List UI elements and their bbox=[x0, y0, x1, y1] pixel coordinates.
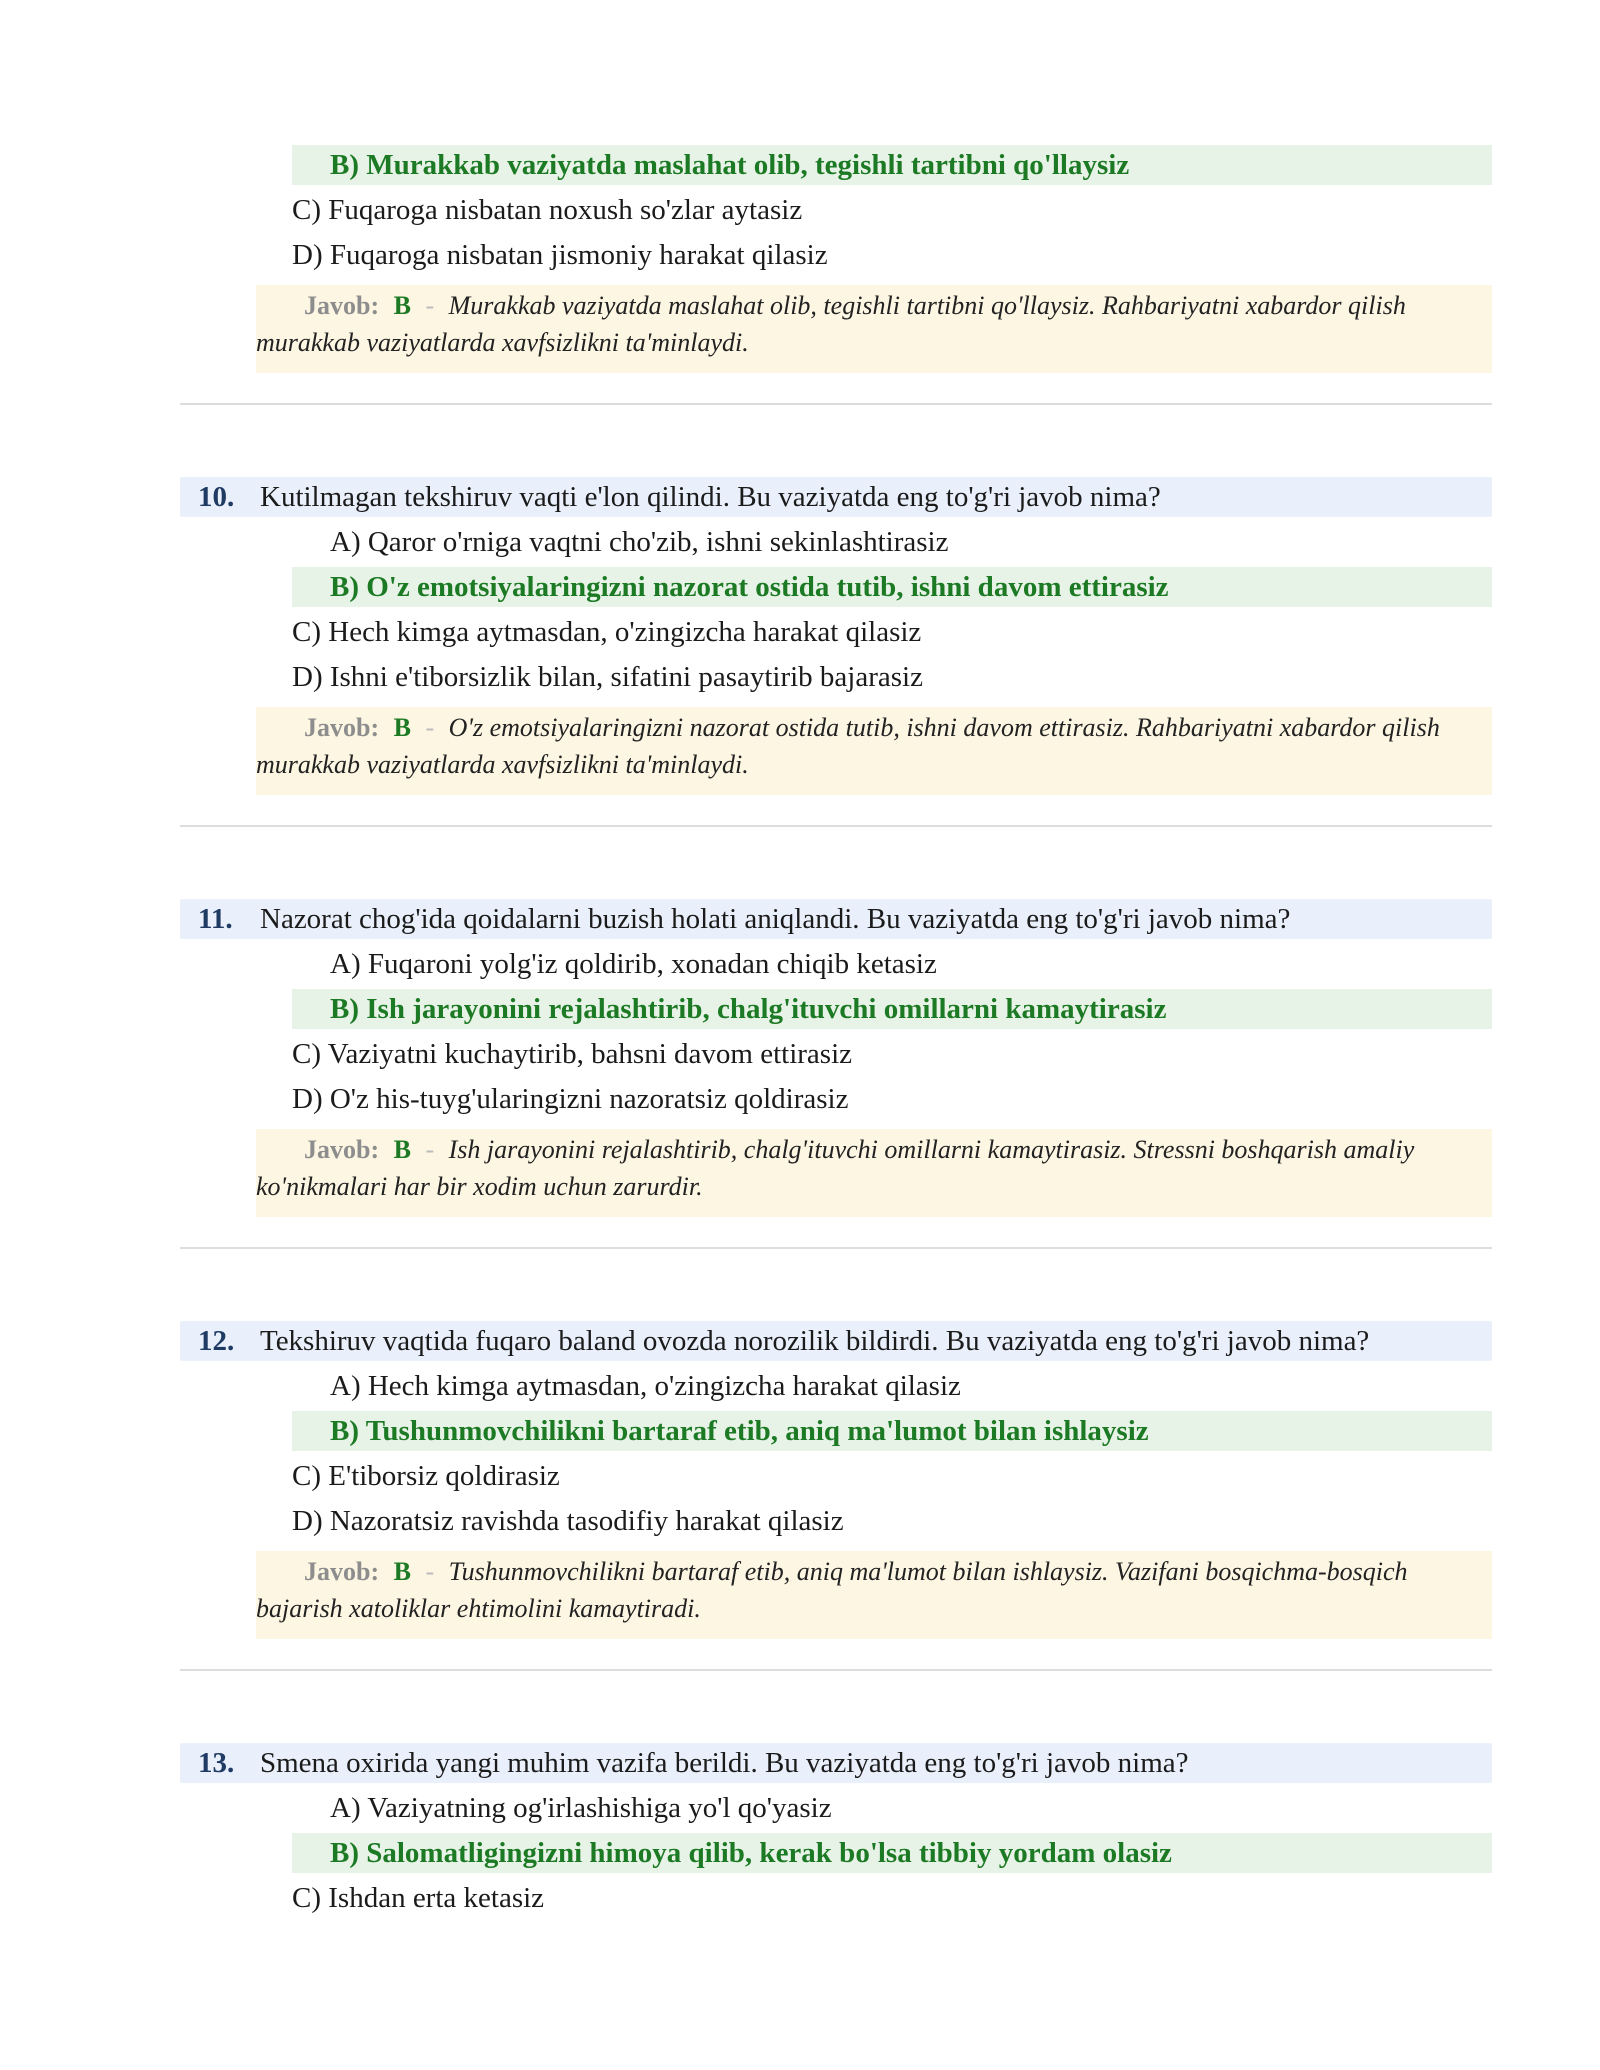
question-header bbox=[180, 899, 1492, 939]
option-a: A) Vaziyatning og'irlashishiga yo'l qo'yasiz bbox=[330, 1792, 832, 1824]
answer-explanation: Tushunmovchilikni bartaraf etib, aniq ma'lumot bilan ishlaysiz. Vazifani bosqichma-bosqich bajarish xatoliklar ehtimolini kamaytiradi. bbox=[256, 1557, 1408, 1623]
question-number: 13. bbox=[198, 1747, 235, 1779]
question-text: Smena oxirida yangi muhim vazifa berildi. Bu vaziyatda eng to'g'ri javob nima? bbox=[260, 1747, 1189, 1779]
answer-explanation: Ish jarayonini rejalashtirib, chalg'ituvchi omillarni kamaytirasiz. Stressni boshqarish amaliy ko'nikmalari har bir xodim uchun zarurdir. bbox=[256, 1135, 1415, 1201]
option-c: C) Vaziyatni kuchaytirib, bahsni davom ettirasiz bbox=[292, 1038, 852, 1070]
answer-label: Javob: bbox=[304, 1135, 380, 1164]
answer-box bbox=[256, 1129, 1492, 1217]
question-text: Tekshiruv vaqtida fuqaro baland ovozda norozilik bildirdi. Bu vaziyatda eng to'g'ri javob nima? bbox=[260, 1325, 1370, 1357]
option-a: A) Qaror o'rniga vaqtni cho'zib, ishni sekinlashtirasiz bbox=[330, 526, 949, 558]
option-b-correct: B) Murakkab vaziyatda maslahat olib, tegishli tartibni qo'llaysiz bbox=[292, 145, 1492, 185]
question-number: 12. bbox=[198, 1325, 235, 1357]
option-c: C) Ishdan erta ketasiz bbox=[292, 1882, 545, 1914]
divider bbox=[180, 403, 1492, 405]
option-b-correct: B) O'z emotsiyalaringizni nazorat ostida tutib, ishni davom ettirasiz bbox=[292, 567, 1492, 607]
question-9-continuation bbox=[180, 145, 1492, 373]
answer-box bbox=[256, 285, 1492, 373]
answer-separator: - bbox=[425, 291, 435, 320]
answer-letter: B bbox=[393, 713, 411, 742]
option-b-correct: B) Tushunmovchilikni bartaraf etib, aniq ma'lumot bilan ishlaysiz bbox=[292, 1411, 1492, 1451]
option-b-correct: B) Ish jarayonini rejalashtirib, chalg'ituvchi omillarni kamaytirasiz bbox=[292, 989, 1492, 1029]
divider bbox=[180, 1247, 1492, 1249]
question-number: 10. bbox=[198, 481, 235, 513]
question-10 bbox=[180, 477, 1492, 795]
option-a: A) Fuqaroni yolg'iz qoldirib, xonadan chiqib ketasiz bbox=[330, 948, 937, 980]
option-c: C) E'tiborsiz qoldirasiz bbox=[292, 1460, 560, 1492]
question-12 bbox=[180, 1321, 1492, 1639]
question-text: Nazorat chog'ida qoidalarni buzish holati aniqlandi. Bu vaziyatda eng to'g'ri javob nima? bbox=[260, 903, 1291, 935]
question-header bbox=[180, 477, 1492, 517]
option-d: D) Nazoratsiz ravishda tasodifiy harakat qilasiz bbox=[292, 1505, 844, 1537]
answer-explanation: O'z emotsiyalaringizni nazorat ostida tutib, ishni davom ettirasiz. Rahbariyatni xabardor qilish murakkab vaziyatlarda xavfsizlikni ta'minlaydi. bbox=[256, 713, 1440, 779]
answer-letter: B bbox=[393, 1135, 411, 1164]
question-number: 11. bbox=[198, 903, 233, 935]
question-header bbox=[180, 1743, 1492, 1783]
answer-label: Javob: bbox=[304, 1557, 380, 1586]
answer-explanation: Murakkab vaziyatda maslahat olib, tegishli tartibni qo'llaysiz. Rahbariyatni xabardor qilish murakkab vaziyatlarda xavfsizlikni ta'minlaydi. bbox=[256, 291, 1406, 357]
question-11 bbox=[180, 899, 1492, 1217]
divider bbox=[180, 1669, 1492, 1671]
question-13 bbox=[180, 1743, 1492, 1923]
option-c: C) Fuqaroga nisbatan noxush so'zlar aytasiz bbox=[292, 194, 803, 226]
option-d: D) Fuqaroga nisbatan jismoniy harakat qilasiz bbox=[292, 239, 828, 271]
option-a: A) Hech kimga aytmasdan, o'zingizcha harakat qilasiz bbox=[330, 1370, 961, 1402]
option-d: D) Ishni e'tiborsizlik bilan, sifatini pasaytirib bajarasiz bbox=[292, 661, 923, 693]
answer-box bbox=[256, 707, 1492, 795]
answer-label: Javob: bbox=[304, 713, 380, 742]
option-d: D) O'z his-tuyg'ularingizni nazoratsiz qoldirasiz bbox=[292, 1083, 849, 1115]
answer-box bbox=[256, 1551, 1492, 1639]
answer-letter: B bbox=[393, 1557, 411, 1586]
answer-separator: - bbox=[425, 713, 435, 742]
divider bbox=[180, 825, 1492, 827]
answer-letter: B bbox=[393, 291, 411, 320]
question-text: Kutilmagan tekshiruv vaqti e'lon qilindi. Bu vaziyatda eng to'g'ri javob nima? bbox=[260, 481, 1161, 513]
answer-separator: - bbox=[425, 1135, 435, 1164]
option-b-correct: B) Salomatligingizni himoya qilib, kerak bo'lsa tibbiy yordam olasiz bbox=[292, 1833, 1492, 1873]
answer-separator: - bbox=[425, 1557, 435, 1586]
question-header bbox=[180, 1321, 1492, 1361]
option-c: C) Hech kimga aytmasdan, o'zingizcha harakat qilasiz bbox=[292, 616, 922, 648]
answer-label: Javob: bbox=[304, 291, 380, 320]
